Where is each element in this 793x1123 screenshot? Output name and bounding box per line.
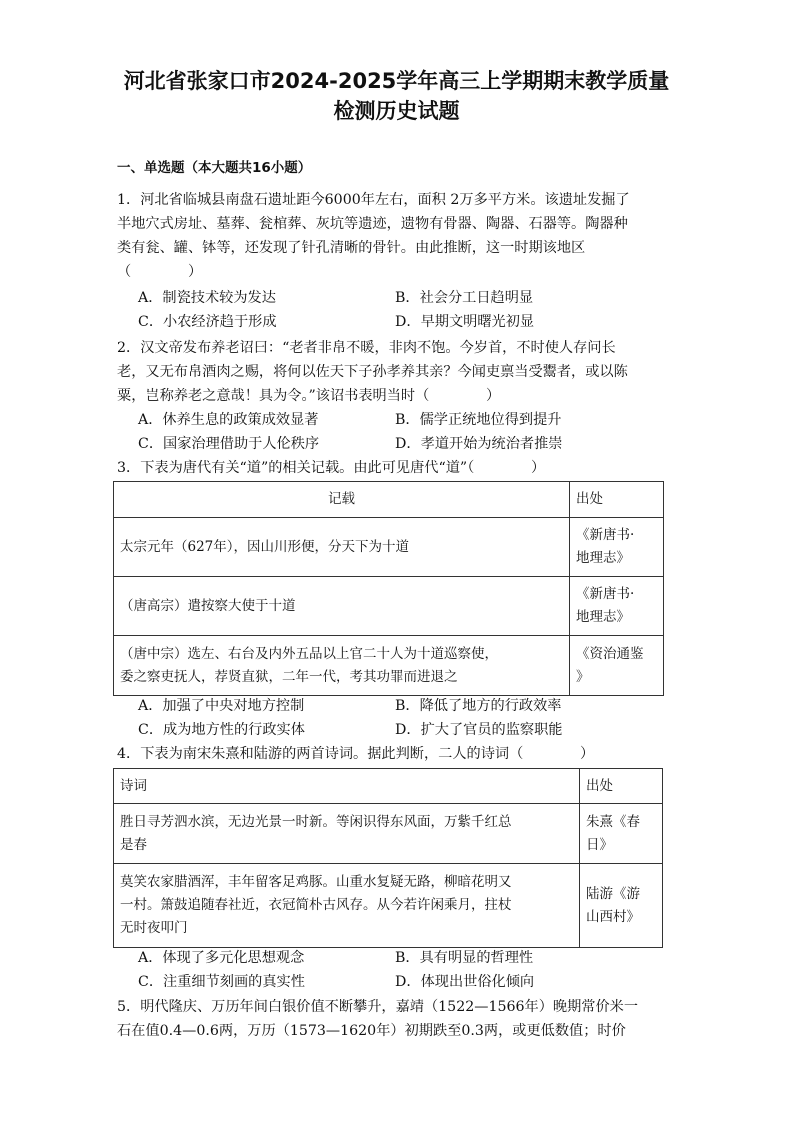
table-cell-record xyxy=(114,518,570,577)
q4-table xyxy=(113,768,663,948)
cell-line: 莫笑农家腊酒浑，丰年留客足鸡豚。山重水复疑无路，柳暗花明又 xyxy=(120,874,512,890)
q1-stem-line: 半地穴式房址、墓葬、瓮棺葬、灰坑等遗迹，遗物有骨器、陶器、石器等。陶器种 xyxy=(117,216,628,232)
cell-line: 《新唐书· xyxy=(576,586,635,602)
section-heading: 一、单选题（本大题共16小题） xyxy=(117,160,312,176)
q2-option-c[interactable]: C．国家治理借助于人伦秩序 xyxy=(138,436,320,452)
q3-option-b[interactable]: B．降低了地方的行政效率 xyxy=(395,698,562,714)
q4-option-d[interactable]: D．体现出世俗化倾向 xyxy=(395,974,535,990)
cell-line: （唐高宗）遣按察大使于十道 xyxy=(120,597,296,614)
q4-option-c[interactable]: C．注重细节刻画的真实性 xyxy=(138,974,305,990)
q3-header-source: 出处 xyxy=(570,482,664,518)
q3-option-a[interactable]: A．加强了中央对地方控制 xyxy=(138,698,305,714)
q1-stem-line: 类有瓮、罐、钵等，还发现了针孔清晰的骨针。由此推断，这一时期该地区 xyxy=(117,240,586,256)
table-cell-source xyxy=(570,518,664,577)
cell-line: 无时夜叩门 xyxy=(120,920,188,936)
q1-stem-line: 1．河北省临城县南盘石遗址距今6000年左右，面积 2万多平方米。该遗址发掘了 xyxy=(117,192,630,208)
cell-line: 山西村》 xyxy=(586,908,640,925)
table-cell-source xyxy=(570,577,664,636)
q2-option-a[interactable]: A．休养生息的政策成效显著 xyxy=(138,412,319,428)
q3-table xyxy=(113,481,664,696)
q5-stem-line: 5．明代隆庆、万历年间白银价值不断攀升，嘉靖（1522—1566年）晚期常价米一 xyxy=(117,999,639,1015)
q1-option-a[interactable]: A．制瓷技术较为发达 xyxy=(138,290,276,306)
cell-line: 地理志》 xyxy=(576,550,630,566)
cell-line: 太宗元年（627年），因山川形便，分天下为十道 xyxy=(120,538,410,555)
q1-option-d[interactable]: D．早期文明曙光初显 xyxy=(395,314,535,330)
q2-stem-line: 老，又无布帛酒肉之赐，将何以佐天下子孙孝养其亲？今闻吏禀当受鬻者，或以陈 xyxy=(117,364,628,380)
q4-header-source: 出处 xyxy=(580,769,663,804)
cell-line: 是春 xyxy=(120,836,147,853)
q1-option-b[interactable]: B．社会分工日趋明显 xyxy=(395,290,534,306)
q4-header-poem: 诗词 xyxy=(114,769,580,804)
cell-line: 一村。箫鼓追随春社近，衣冠简朴古风存。从今若许闲乘月，拄杖 xyxy=(120,897,512,913)
q3-option-c[interactable]: C．成为地方性的行政实体 xyxy=(138,722,305,738)
q2-option-d[interactable]: D．孝道开始为统治者推崇 xyxy=(395,436,563,452)
table-cell-poem xyxy=(114,804,580,864)
q2-stem-line: 2．汉文帝发布养老诏曰：“老者非帛不暖，非肉不饱。今岁首，不时使人存问长 xyxy=(117,340,616,356)
q1-option-c[interactable]: C．小农经济趋于形成 xyxy=(138,314,277,330)
table-cell-source xyxy=(580,864,663,948)
cell-line: 《资治通鉴 xyxy=(576,645,644,662)
q4-option-b[interactable]: B．具有明显的哲理性 xyxy=(395,950,534,966)
cell-line: 日》 xyxy=(586,836,613,853)
cell-line: 胜日寻芳泗水滨，无边光景一时新。等闲识得东风面，万紫千红总 xyxy=(120,813,512,830)
q3-header-record: 记载 xyxy=(114,482,570,518)
table-cell-source xyxy=(570,636,664,696)
q5-stem-line: 石在值0.4—0.6两，万历（1573—1620年）初期跌至0.3两，或更低数值；时价 xyxy=(117,1023,626,1039)
cell-line: 委之察吏抚人，荐贤直狱，二年一代，考其功罪而进退之 xyxy=(120,668,458,685)
table-cell-source xyxy=(580,804,663,864)
cell-line: （唐中宗）选左、右台及内外五品以上官二十人为十道巡察使， xyxy=(120,645,498,662)
cell-line: 《新唐书· xyxy=(576,527,635,543)
q3-option-d[interactable]: D．扩大了官员的监察职能 xyxy=(395,722,563,738)
page-title-line2: 检测历史试题 xyxy=(333,99,460,123)
cell-line: 陆游《游 xyxy=(586,885,640,902)
q2-option-b[interactable]: B．儒学正统地位得到提升 xyxy=(395,412,562,428)
table-cell-record xyxy=(114,636,570,696)
q4-option-a[interactable]: A．体现了多元化思想观念 xyxy=(138,950,305,966)
cell-line: 地理志》 xyxy=(576,609,630,625)
q3-stem: 3．下表为唐代有关“道”的相关记载。由此可见唐代“道”（ ） xyxy=(117,460,546,476)
table-cell-poem xyxy=(114,864,580,948)
cell-line: 》 xyxy=(576,668,590,685)
q1-stem-line: （ ） xyxy=(117,264,203,280)
table-cell-record xyxy=(114,577,570,636)
q2-stem-line: 粟，岂称养老之意哉！具为令。”该诏书表明当时（ ） xyxy=(117,388,501,404)
page-title-line1: 河北省张家口市2024-2025学年高三上学期期末教学质量 xyxy=(123,69,670,93)
q4-stem: 4．下表为南宋朱熹和陆游的两首诗词。据此判断，二人的诗词（ ） xyxy=(117,746,595,762)
cell-line: 朱熹《春 xyxy=(586,813,640,830)
